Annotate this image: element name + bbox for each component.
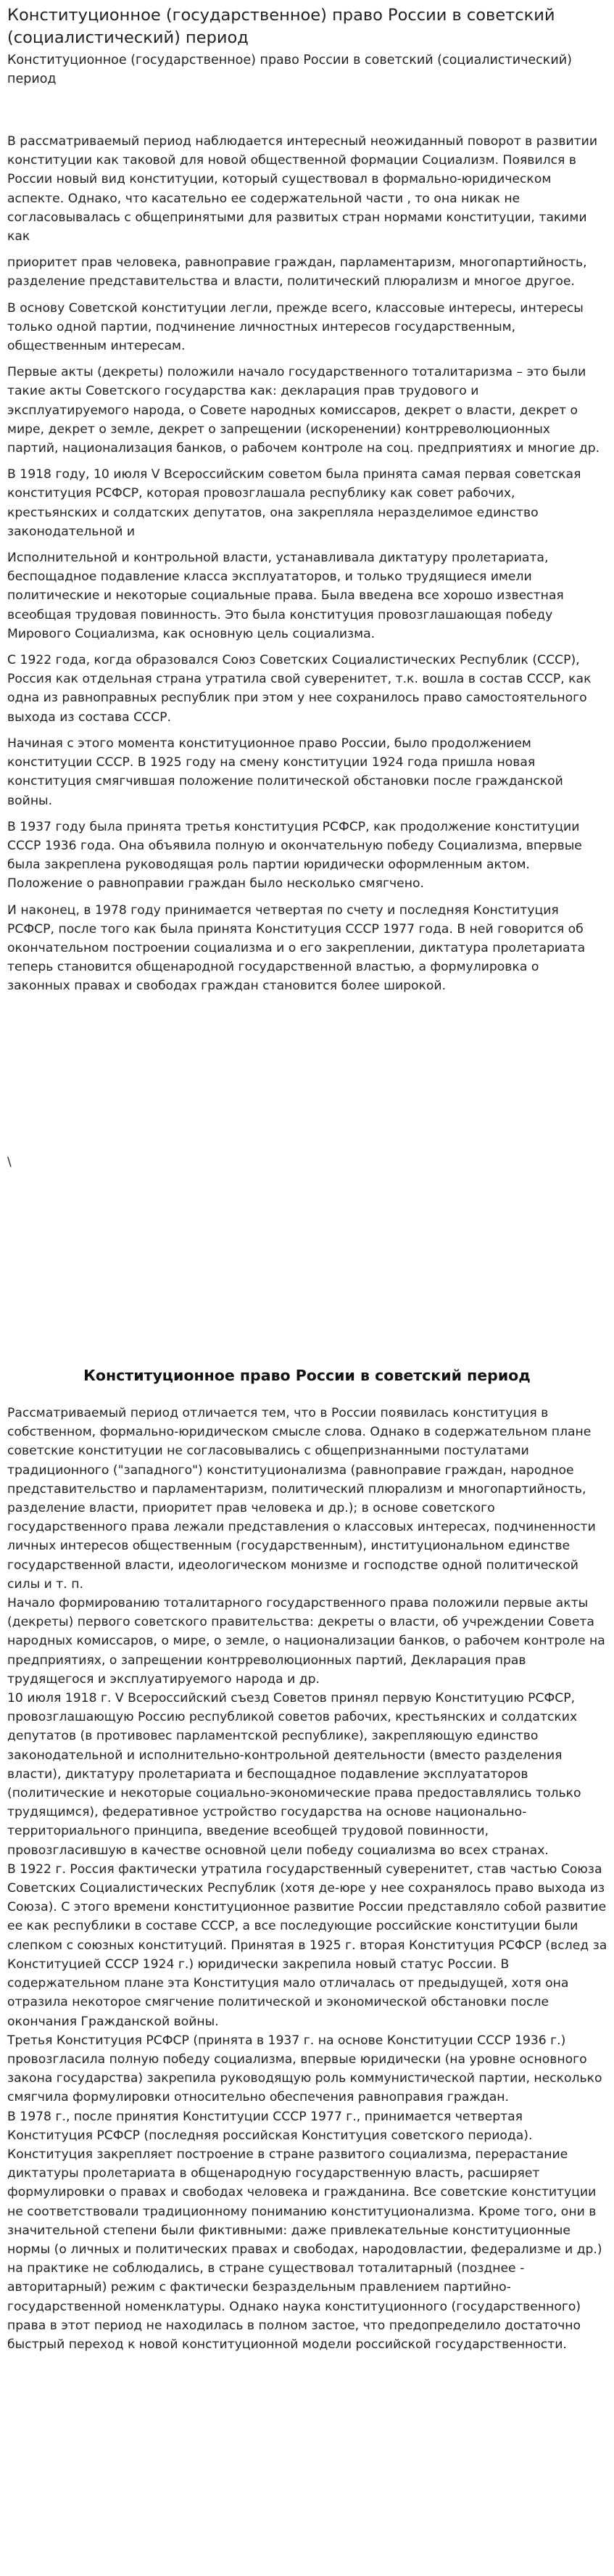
paragraph: приоритет прав человека, равноправие граждан, парламентаризм, многопартийность, разделение представительства и власти, политический плюрализм и многое другое. [7, 255, 587, 289]
paragraph: 10 июля 1918 г. V Всероссийский съезд Советов принял первую Конституцию РСФСР, провозглашающую Россию республикой советов рабочих, крестьянских и солдатских депутатов (в противовес парламентской республике), закрепляющую единство законодательной и исполнительно-контрольной деятельности (вместо разделения власти), диктатуру пролетариата и беспощадное подавление эксплуататоров (политические и некоторые социально-экономические права предоставлялись только трудящимся), федеративное устройство государства на основе национально-территориального принципа, введение всеобщей трудовой повинности, провозгласившую в качестве основной цели победу социализма во всех странах. [7, 1691, 581, 1858]
paragraph: В 1918 году, 10 июля V Всероссийским советом была принята самая первая советская конституция РСФСР, которая провозглашала республику как совет рабочих, крестьянских и солдатских депутатов, она закрепляла неразделимое единство законодательной и [7, 467, 581, 539]
article-section-2 [7, 1404, 607, 2354]
paragraph: В рассматриваемый период наблюдается интересный неожиданный поворот в развитии конституции как таковой для новой общественной формации Социализм. Появился в России новый вид конституции, который существовал в формально-юридическом аспекте. Однако, что касательно ее содержательной части , то она никак не согласовывалась с общепринятыми для развитых стран нормами конституции, такими как [7, 134, 597, 244]
paragraph: Начиная с этого момента конституционное право России, было продолжением конституции СССР. В 1925 году на смену конституции 1924 года пришла новая конституция смягчившая положение политической обстановки после гражданской войны. [7, 736, 563, 808]
paragraph: В 1937 году была принята третья конституция РСФСР, как продолжение конституции СССР 1936 года. Она объявила полную и окончательную победу Социализма, впервые была закреплена руководящая роль партии юридически оформленным актом. Положение о равноправии граждан было несколько смягчено. [7, 819, 582, 892]
article-section-1 [7, 132, 603, 1003]
trailing-mark: \ [7, 1155, 12, 1169]
paragraph: И наконец, в 1978 году принимается четвертая по счету и последняя Конституция РСФСР, после того как была принята Конституция СССР 1977 года. В ней говорится об окончательном построении социализма и о его закреплении, диктатура пролетариата теперь становится общенародной государственной властью, а формулировка о законных правах и свободах граждан становится более широкой. [7, 902, 586, 994]
page-header [7, 4, 605, 89]
paragraph: Начало формированию тоталитарного государственного права положили первые акты (декреты) первого советского правительства: декреты о власти, об учреждении Совета народных комиссаров, о мире, о земле, о национализации банков, о рабочем контроле на предприятиях, о запрещении контрреволюционных партий, Декларация прав трудящегося и эксплуатируемого народа и др. [7, 1596, 605, 1687]
paragraph: Первые акты (декреты) положили начало государственного тоталитаризма – это были такие акты Советского государства как: декларация прав трудового и эксплуатируемого народа, о Совете народных комиссаров, декрет о власти, декрет о мире, декрет о земле, декрет о запрещении (искоренении) контрреволюционных партий, национализация банков, о рабочем контроле на соц. предприятиях и многие др. [7, 365, 600, 456]
page-subtitle: Конституционное (государственное) право России в советский (социалистический) период [7, 53, 572, 86]
page-title: Конституционное (государственное) право России в советский (социалистический) период [7, 6, 555, 47]
paragraph: В 1922 г. Россия фактически утратила государственный суверенитет, став частью Союза Советских Социалистических Республик (хотя де-юре у нее сохранялось право выхода из Союза). С этого времени конституционное развитие России представляло собой развитие ее как республики в составе СССР, а все последующие российские конституции были слепком с союзных конституций. Принятая в 1925 г. вторая Конституция РСФСР (вслед за Конституцией СССР 1924 г.) юридически закрепила новый статус России. В содержательном плане эта Конституция мало отличалась от предыдущей, хотя она отразила некоторое смягчение политической и экономической обстановки после окончания Гражданской войны. [7, 1861, 607, 2029]
paragraph: В основу Советской конституции легли, прежде всего, классовые интересы, интересы только одной партии, подчинение личностных интересов государственным, общественным интересам. [7, 300, 584, 354]
paragraph: В 1978 г., после принятия Конституции СССР 1977 г., принимается четвертая Конституция РСФСР (последняя российская Конституция советского периода). Конституция закрепляет построение в стране развитого социализма, перерастание диктатуры пролетариата в общенародную государственную власть, расширяет формулировки о правах и свободах человека и гражданина. Все советские конституции не соответствовали традиционному пониманию конституционализма. Кроме того, они в значительной степени были фиктивными: даже привлекательные конституционные нормы (о личных и политических правах и свободах, народовластии, федерализме и др.) на практике не соблюдались, в стране существовал тоталитарный (позднее - авторитарный) режим с фактически безраздельным правлением партийно-государственной номенклатуры. Однако наука конституционного (государственного) права в этот период не находилась в полном застое, что предопределило достаточно быстрый переход к новой конституционной модели российской государственности. [7, 2109, 602, 2352]
paragraph: Рассматриваемый период отличается тем, что в России появилась конституция в собственном, формально-юридическом смысле слова. Однако в содержательном плане советские конституции не согласовывались с общепризнанными постулатами традиционного ("западного") конституционализма (равноправие граждан, народное представительство и парламентаризм, политический плюрализм и многопартийность, разделение власти, приоритет прав человека и др.); в основе советского государственного права лежали представления о классовых интересах, подчиненности личных интересов общественным (государственным), институциональном единстве государственной власти, идеологическом монизме и господстве одной политической силы и т. п. [7, 1406, 596, 1592]
paragraph: Третья Конституция РСФСР (принята в 1937 г. на основе Конституции СССР 1936 г.) провозгласила полную победу социализма, впервые юридически (на уровне основного закона государства) закрепила руководящую роль коммунистической партии, несколько смягчила формулировки относительно обеспечения равноправия граждан. [7, 2033, 602, 2105]
section-heading: Конституционное право России в советский период [83, 1367, 531, 1384]
paragraph: Исполнительной и контрольной власти, устанавливала диктатуру пролетариата, беспощадное подавление класса эксплуататоров, и только трудящиеся имели политические и некоторые социальные права. Была введена все хорошо известная всеобщая трудовая повинность. Это была конституция провозглашающая победу Мирового Социализма, как основную цель социализма. [7, 551, 564, 641]
paragraph: С 1922 года, когда образовался Союз Советских Социалистических Республик (СССР), Россия как отдельная страна утратила свой суверенитет, т.к. вошла в состав СССР, как одна из равноправных республик при этом у нее сохранилось право самостоятельного выхода из состава СССР. [7, 653, 592, 725]
